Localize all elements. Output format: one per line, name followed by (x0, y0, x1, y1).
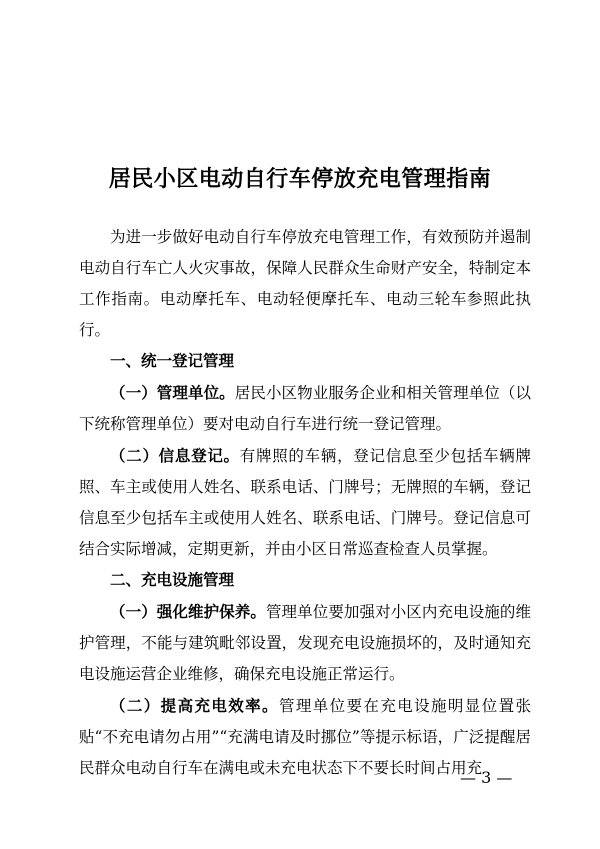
item-text: 管理单位要在充电设施明显位置张贴“不充电请勿占用”“充满电请及时挪位”等提示标语，广泛提醒居民群众电动自行车在满电或未充电状态下不要长时间占用充 (79, 697, 531, 777)
paragraph-management-unit (79, 377, 531, 440)
paragraph-maintenance (79, 596, 531, 690)
item-text: 居民小区物业服务企业和相关管理单位（以下统称管理单位）要对电动自行车进行统一登记管理。 (79, 384, 531, 433)
document-title: 居民小区电动自行车停放充电管理指南 (108, 166, 492, 192)
section-heading-charging-facilities: 二、充电设施管理 (110, 571, 235, 589)
page-number: — 3 — (460, 768, 513, 787)
intro-paragraph: 为进一步做好电动自行车停放充电管理工作，有效预防并遏制电动自行车亡人火灾事故，保障人民群众生命财产安全，特制定本工作指南。电动摩托车、电动轻便摩托车、电动三轮车参照此执行。 (79, 228, 531, 339)
paragraph-info-registration (79, 440, 531, 565)
item-label: （一）强化维护保养。 (110, 602, 266, 621)
document-body (79, 222, 531, 784)
section-heading-registration: 一、统一登记管理 (110, 352, 235, 370)
item-label: （一）管理单位。 (110, 383, 235, 402)
item-label: （二）信息登记。 (110, 446, 240, 465)
item-text: 管理单位要加强对小区内充电设施的维护管理，不能与建筑毗邻设置，发现充电设施损坏的，及时通知充电设施运营企业维修，确保充电设施正常运行。 (79, 603, 531, 683)
item-label: （二）提高充电效率。 (110, 696, 279, 715)
item-text: 有牌照的车辆，登记信息至少包括车辆牌照、车主或使用人姓名、联系电话、门牌号；无牌照的车辆，登记信息至少包括车主或使用人姓名、联系电话、门牌号。登记信息可结合实际增减，定期更新，并由小区日常巡查检查人员掌握。 (79, 447, 531, 558)
